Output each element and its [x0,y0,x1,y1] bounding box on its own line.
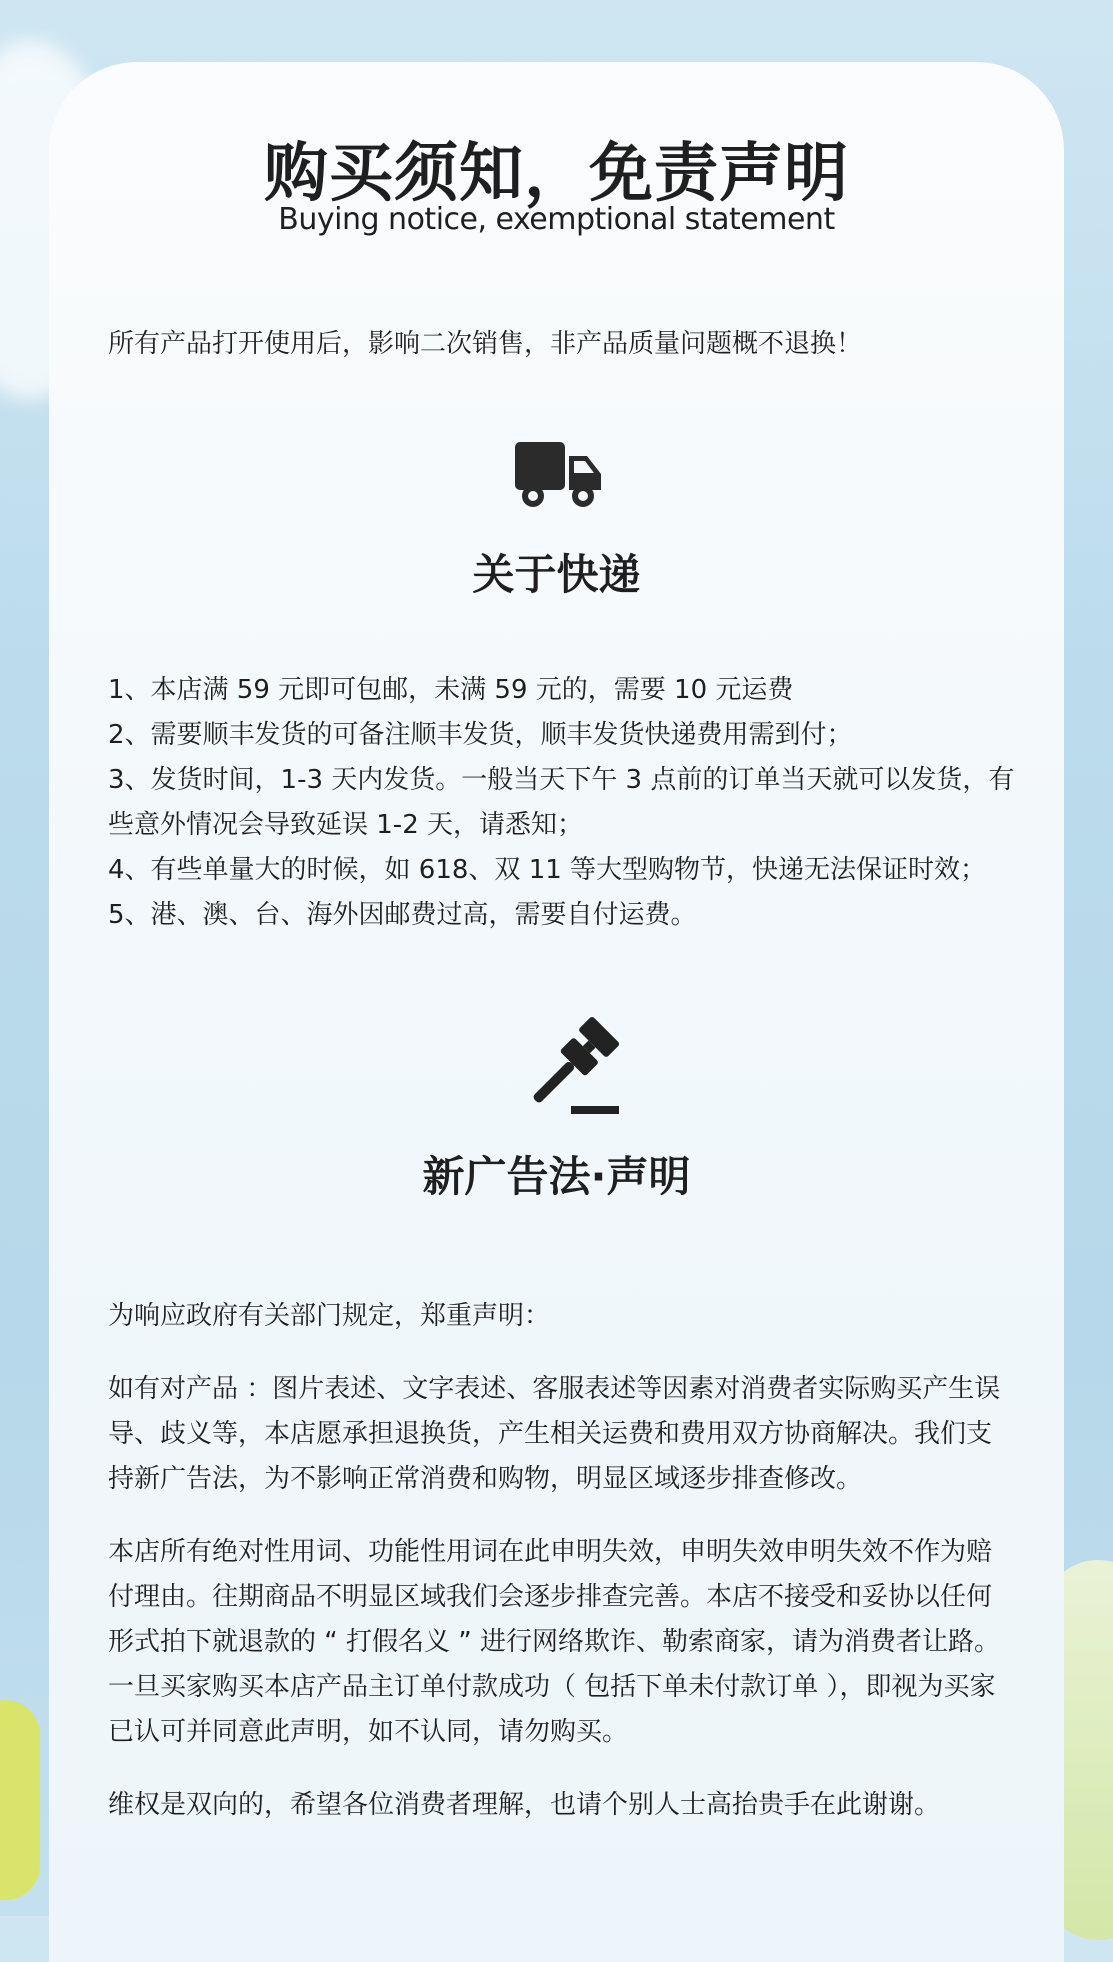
ad-law-statement [108,1294,1008,1856]
background-tennis-ball [0,1700,40,1900]
return-policy-text: 所有产品打开使用后，影响二次销售，非产品质量问题概不退换！ [108,329,863,359]
statement-paragraph: 维权是双向的，希望各位消费者理解，也请个别人士高抬贵手在此谢谢。 [108,1790,941,1820]
truck-icon [515,442,601,514]
list-item: 2、需要顺丰发货的可备注顺丰发货，顺丰发货快递费用需到付； [108,720,853,750]
list-item: 1、本店满 59 元即可包邮，未满 59 元的，需要 10 元运费 [108,675,794,705]
page-title: 购买须知，免责声明 [264,136,849,211]
express-heading: 关于快递 [472,550,641,599]
statement-paragraph: 为响应政府有关部门规定，郑重声明： [108,1301,551,1331]
notice-card [49,62,1064,1962]
statement-paragraph: 本店所有绝对性用词、功能性用词在此申明失效，申明失效申明失效不作为赔付理由。往期商品不明显区域我们会逐步排查完善。本店不接受和妥协以任何形式拍下就退款的 “ 打假名义 ” 进行网络欺诈、勒索商家，请为消费者让路。一旦买家购买本店产品主订单付款成功（ 包括下单未付款订单 ），即视为买家已认可并同意此声明，如不认同，请勿购买。 [108,1537,1000,1747]
list-item: 4、有些单量大的时候，如 618、双 11 等大型购物节，快递无法保证时效； [108,855,987,885]
statement-paragraph: 如有对产品 ：图片表述、文字表述、客服表述等因素对消费者实际购买产生误导、歧义等，本店愿承担退换货，产生相关运费和费用双方协商解决。我们支持新广告法，为不影响正常消费和购物，明显区域逐步排查修改。 [108,1374,1001,1494]
ad-law-heading: 新广告法·声明 [422,1152,691,1201]
list-item: 5、港、澳、台、海外因邮费过高，需要自付运费。 [108,900,697,930]
express-list [108,668,1028,938]
gavel-icon [513,1006,623,1120]
list-item: 3、发货时间，1-3 天内发货。一般当天下午 3 点前的订单当天就可以发货，有些意外情况会导致延误 1-2 天，请悉知； [108,765,1015,840]
page-subtitle: Buying notice, exemptional statement [278,202,835,237]
